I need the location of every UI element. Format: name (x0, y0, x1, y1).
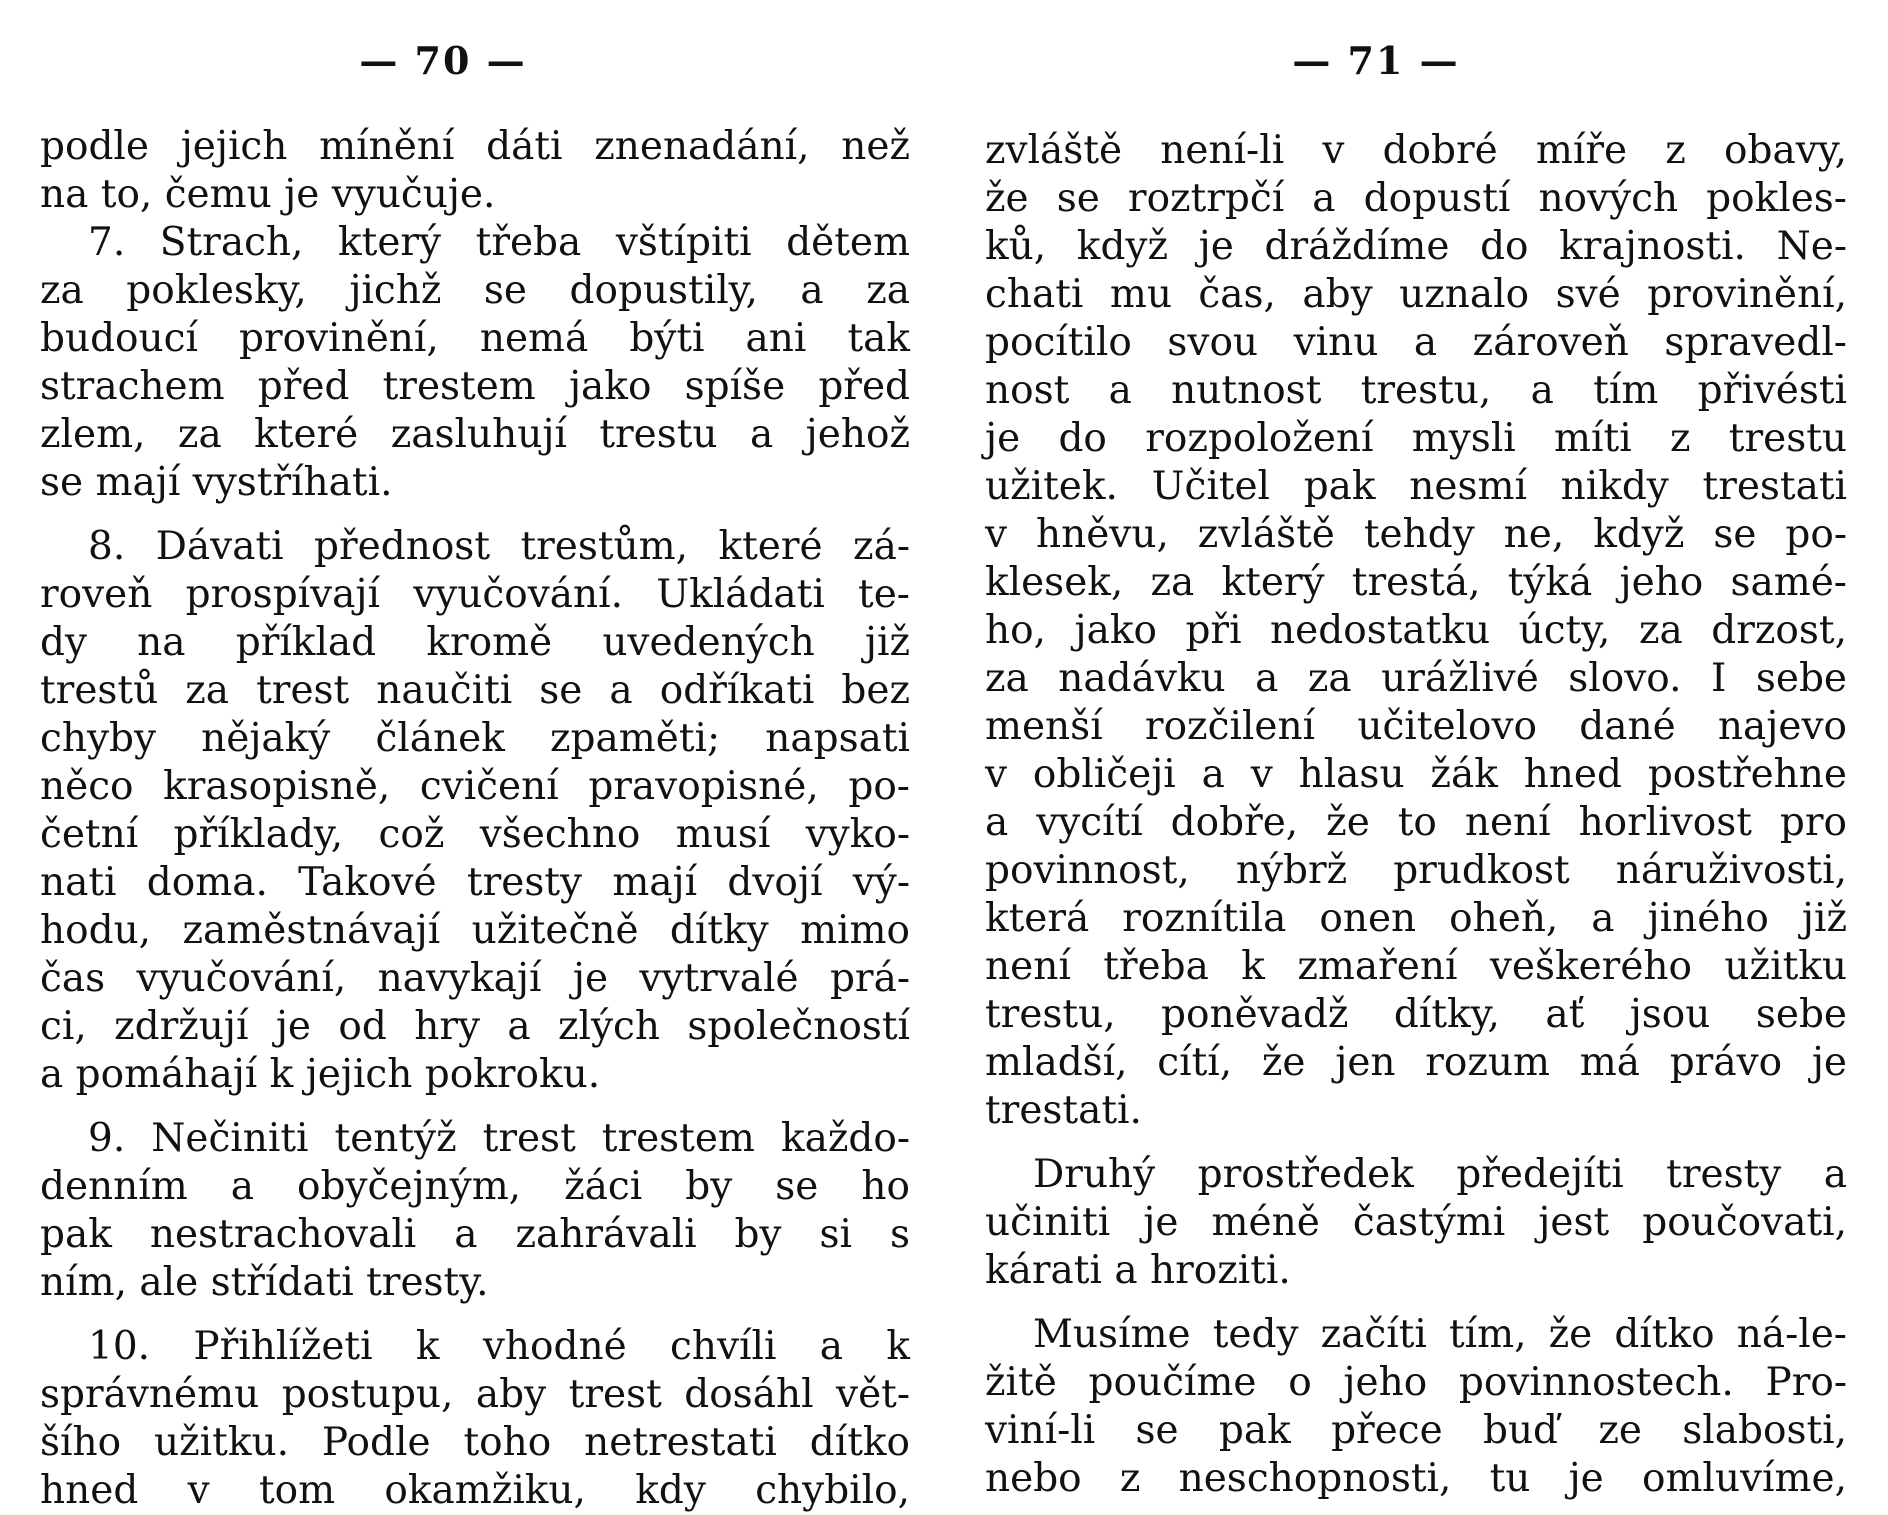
paragraph-gap (985, 1295, 1847, 1311)
text-line: pak nestrachovali a zahrávali by si s (40, 1212, 910, 1257)
text-line: 8. Dávati přednost trestům, které zá- (88, 524, 910, 569)
text-line: žitě poučíme o jeho povinnostech. Pro- (985, 1360, 1847, 1405)
paragraph-gap (40, 507, 910, 523)
text-line: budoucí provinění, nemá býti ani tak (40, 316, 910, 361)
text-line: hodu, zaměstnávají užitečně dítky mimo (40, 908, 910, 953)
left-page-text (40, 123, 910, 1515)
text-line: nost a nutnost trestu, a tím přivésti (985, 368, 1847, 413)
page-number-right: — 71 — (1292, 38, 1460, 83)
text-line: roveň prospívají vyučování. Ukládati te- (40, 572, 910, 617)
text-line: trestů za trest naučiti se a odříkati bez (40, 668, 910, 713)
text-line: ků, když je dráždíme do krajnosti. Ne- (985, 224, 1847, 269)
text-line: kárati a hroziti. (985, 1248, 1291, 1293)
text-line: v obličeji a v hlasu žák hned postřehne (985, 752, 1847, 797)
text-line: za nadávku a za urážlivé slovo. I sebe (985, 656, 1847, 701)
text-line: viní-li se pak přece buď ze slabosti, (985, 1408, 1847, 1453)
text-line: v hněvu, zvláště tehdy ne, když se po- (985, 512, 1847, 557)
text-line: trestati. (985, 1088, 1142, 1133)
text-line: denním a obyčejným, žáci by se ho (40, 1164, 910, 1209)
text-line: pocítilo svou vinu a zároveň spravedl- (985, 320, 1847, 365)
text-line: zvláště není-li v dobré míře z obavy, (985, 128, 1847, 173)
text-line: podle jejich mínění dáti znenadání, než (40, 124, 910, 169)
text-line: něco krasopisně, cvičení pravopisné, po- (40, 764, 910, 809)
paragraph-gap (985, 1135, 1847, 1151)
text-line: se mají vystříhati. (40, 460, 393, 505)
text-line: užitek. Učitel pak nesmí nikdy trestati (985, 464, 1847, 509)
text-line: Musíme tedy začíti tím, že dítko ná-le- (1033, 1312, 1847, 1357)
paragraph-gap (40, 1099, 910, 1115)
text-line: povinnost, nýbrž prudkost náruživosti, (985, 848, 1847, 893)
text-line: 9. Nečiniti tentýž trest trestem každo- (88, 1116, 910, 1161)
paragraph-gap (40, 1307, 910, 1323)
text-line: ho, jako při nedostatku úcty, za drzost, (985, 608, 1847, 653)
text-line: Druhý prostředek předejíti tresty a (1033, 1152, 1847, 1197)
text-line: četní příklady, což všechno musí vyko- (40, 812, 910, 857)
text-line: že se roztrpčí a dopustí nových pokles- (985, 176, 1847, 221)
left-page (40, 0, 910, 1513)
page-number-left: — 70 — (359, 38, 527, 83)
text-line: chyby nějaký článek zpaměti; napsati (40, 716, 910, 761)
text-line: na to, čemu je vyučuje. (40, 172, 496, 217)
text-line: hned v tom okamžiku, kdy chybilo, (40, 1468, 910, 1513)
text-line: dy na příklad kromě uvedených již (40, 620, 910, 665)
text-line: která roznítila onen oheň, a jiného již (985, 896, 1847, 941)
text-line: je do rozpoložení mysli míti z trestu (985, 416, 1847, 461)
text-line: nati doma. Takové tresty mají dvojí vý- (40, 860, 910, 905)
text-line: ním, ale střídati tresty. (40, 1260, 489, 1305)
text-line: trestu, poněvadž dítky, ať jsou sebe (985, 992, 1847, 1037)
text-line: klesek, za který trestá, týká jeho samé- (985, 560, 1847, 605)
text-line: šího užitku. Podle toho netrestati dítko (40, 1420, 910, 1465)
text-line: mladší, cítí, že jen rozum má právo je (985, 1040, 1847, 1085)
text-line: strachem před trestem jako spíše před (40, 364, 910, 409)
text-line: za poklesky, jichž se dopustily, a za (40, 268, 910, 313)
text-line: 7. Strach, který třeba vštípiti dětem (88, 220, 910, 265)
text-line: a vycítí dobře, že to není horlivost pro (985, 800, 1847, 845)
text-line: nebo z neschopnosti, tu je omluvíme, (985, 1456, 1847, 1501)
text-line: není třeba k zmaření veškerého užitku (985, 944, 1847, 989)
text-line: menší rozčilení učitelovo dané najevo (985, 704, 1847, 749)
text-line: zlem, za které zasluhují trestu a jehož (40, 412, 910, 457)
right-page-text (985, 127, 1847, 1503)
text-line: ci, zdržují je od hry a zlých společností (40, 1004, 910, 1049)
text-line: čas vyučování, navykají je vytrvalé prá- (40, 956, 910, 1001)
text-line: a pomáhají k jejich pokroku. (40, 1052, 601, 1097)
text-line: 10. Přihlížeti k vhodné chvíli a k (88, 1324, 910, 1369)
text-line: správnému postupu, aby trest dosáhl vět- (40, 1372, 910, 1417)
text-line: učiniti je méně častými jest poučovati, (985, 1200, 1847, 1245)
right-page (985, 0, 1847, 1500)
text-line: chati mu čas, aby uznalo své provinění, (985, 272, 1847, 317)
